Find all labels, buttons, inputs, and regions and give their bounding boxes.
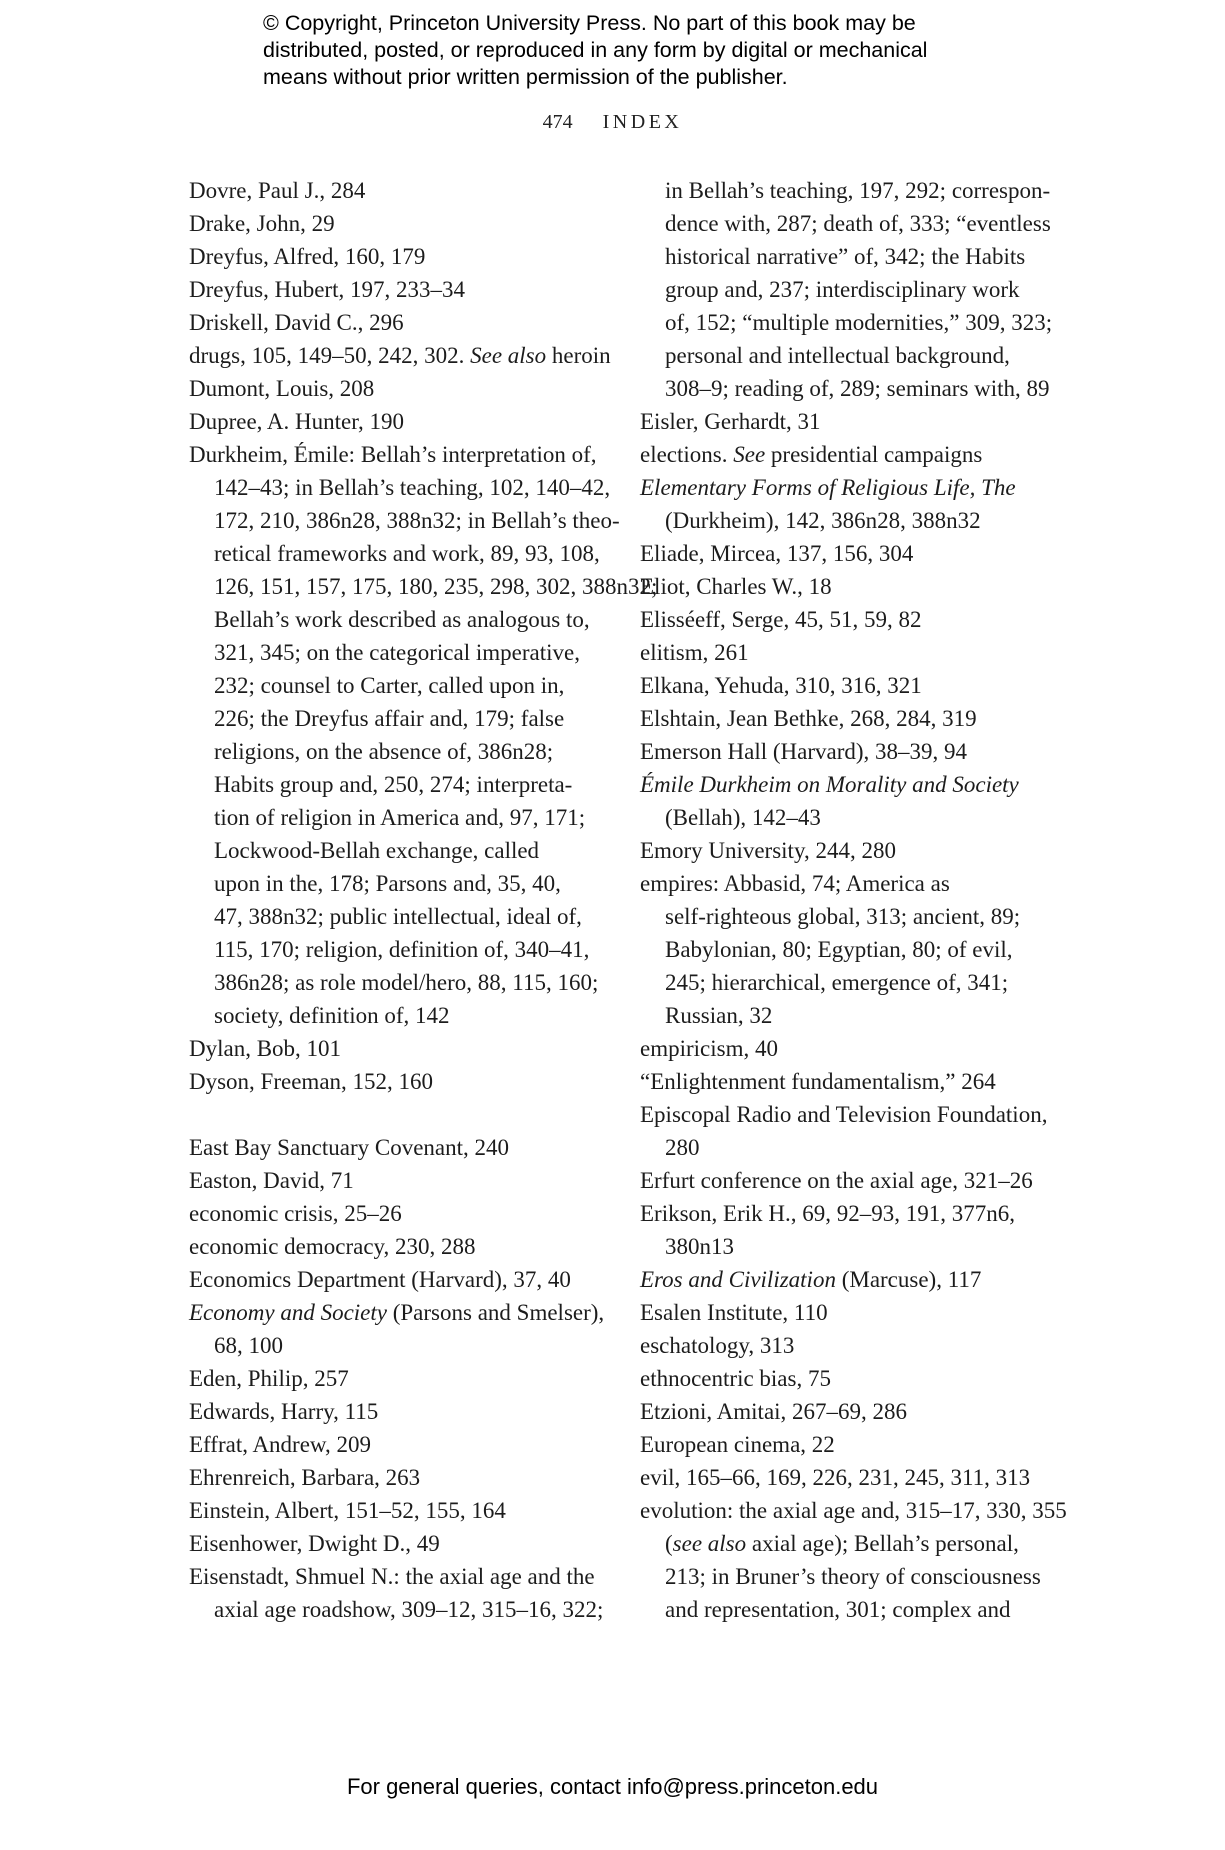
index-column-right: [640, 174, 1067, 1626]
index-entry-continuation: [189, 999, 609, 1032]
index-entry: [640, 1428, 1060, 1461]
index-entry-continuation: [640, 900, 1060, 933]
index-entry: [189, 405, 609, 438]
index-entry: [640, 1494, 1067, 1527]
entry-text: (Durkheim), 142, 386n28, 388n32: [665, 508, 981, 533]
entry-text: Babylonian, 80; Egyptian, 80; of evil,: [665, 937, 1013, 962]
index-entry-continuation: [640, 240, 1060, 273]
index-entry-continuation: [640, 174, 1060, 207]
entry-text: elitism, 261: [640, 640, 749, 665]
entry-text: dence with, 287; death of, 333; “eventless: [665, 211, 1051, 236]
entry-text: Effrat, Andrew, 209: [189, 1432, 372, 1457]
entry-italic-text: see also: [672, 1531, 747, 1556]
entry-text: 245; hierarchical, emergence of, 341;: [665, 970, 1009, 995]
entry-text: Elisséeff, Serge, 45, 51, 59, 82: [640, 607, 922, 632]
index-entry-continuation: [640, 801, 1060, 834]
entry-italic-text: See also: [470, 343, 547, 368]
page-number: 474: [542, 111, 573, 133]
index-entry: [640, 867, 1060, 900]
index-entry: [640, 1164, 1060, 1197]
index-entry-continuation: [640, 1131, 1060, 1164]
index-entry: [640, 1197, 1060, 1230]
entry-text: 213; in Bruner’s theory of consciousness: [665, 1564, 1041, 1589]
index-entry-continuation: [640, 339, 1060, 372]
index-entry: [640, 1065, 1060, 1098]
entry-text: evil, 165–66, 169, 226, 231, 245, 311, 313: [640, 1465, 1031, 1490]
index-entry: [189, 1494, 609, 1527]
entry-text: 232; counsel to Carter, called upon in,: [214, 673, 565, 698]
index-entry: [189, 438, 609, 471]
entry-text: 142–43; in Bellah’s teaching, 102, 140–42,: [214, 475, 611, 500]
index-entry: [189, 1032, 609, 1065]
index-entry-continuation: [189, 834, 609, 867]
entry-text: Lockwood-Bellah exchange, called: [214, 838, 540, 863]
index-entry: [189, 1197, 609, 1230]
entry-text: upon in the, 178; Parsons and, 35, 40,: [214, 871, 561, 896]
index-entry-continuation: [189, 768, 609, 801]
index-entry-continuation: [189, 867, 609, 900]
index-entry: [189, 339, 609, 372]
entry-text: Dumont, Louis, 208: [189, 376, 375, 401]
entry-text: Dreyfus, Alfred, 160, 179: [189, 244, 426, 269]
entry-text-after: (Marcuse), 117: [835, 1267, 982, 1292]
running-head: [0, 111, 1225, 134]
index-entry: [640, 1461, 1060, 1494]
index-entry: [640, 537, 1060, 570]
entry-text: Dreyfus, Hubert, 197, 233–34: [189, 277, 465, 302]
copyright-line: means without prior written permission of the publisher.: [263, 65, 788, 89]
entry-text: axial age roadshow, 309–12, 315–16, 322;: [214, 1597, 604, 1622]
entry-text: European cinema, 22: [640, 1432, 835, 1457]
index-entry-continuation: [640, 504, 1060, 537]
entry-text: eschatology, 313: [640, 1333, 795, 1358]
entry-text: Elkana, Yehuda, 310, 316, 321: [640, 673, 922, 698]
entry-text: Erfurt conference on the axial age, 321–26: [640, 1168, 1033, 1193]
entry-text: Ehrenreich, Barbara, 263: [189, 1465, 421, 1490]
entry-text: Dovre, Paul J., 284: [189, 178, 366, 203]
entry-text-after: axial age); Bellah’s personal,: [746, 1531, 1019, 1556]
index-entry: [640, 636, 1060, 669]
index-entry: [189, 273, 609, 306]
index-entry: [189, 1362, 609, 1395]
entry-text: East Bay Sanctuary Covenant, 240: [189, 1135, 510, 1160]
index-entry-continuation: [640, 306, 1060, 339]
index-entry: [189, 1164, 609, 1197]
index-entry: [640, 1263, 1060, 1296]
index-entry: [640, 834, 1060, 867]
entry-text-after: (Parsons and Smelser),: [386, 1300, 605, 1325]
entry-text: “Enlightenment fundamentalism,” 264: [640, 1069, 996, 1094]
entry-text: Eisler, Gerhardt, 31: [640, 409, 821, 434]
entry-text: Habits group and, 250, 274; interpreta-: [214, 772, 573, 797]
index-entry: [640, 603, 1060, 636]
entry-text: Emerson Hall (Harvard), 38–39, 94: [640, 739, 968, 764]
index-entry-continuation: [189, 636, 609, 669]
index-entry: [640, 768, 1060, 801]
entry-text: economic crisis, 25–26: [189, 1201, 402, 1226]
entry-text: (Bellah), 142–43: [665, 805, 821, 830]
entry-text: retical frameworks and work, 89, 93, 108,: [214, 541, 600, 566]
entry-italic-text: Economy and Society: [189, 1300, 387, 1325]
index-entry-continuation: [640, 1527, 1060, 1560]
index-entry: [189, 1560, 609, 1593]
index-entry-continuation: [189, 702, 609, 735]
index-entry-continuation: [189, 603, 609, 636]
index-entry-continuation: [640, 1560, 1060, 1593]
entry-italic-text: See: [733, 442, 766, 467]
entry-italic-text: Eros and Civilization: [640, 1267, 836, 1292]
index-entry: [640, 669, 1060, 702]
index-entry-continuation: [189, 801, 609, 834]
index-entry-continuation: [189, 669, 609, 702]
copyright-line: distributed, posted, or reproduced in any form by digital or mechanical: [263, 38, 928, 62]
entry-text: 115, 170; religion, definition of, 340–41,: [214, 937, 590, 962]
entry-text: group and, 237; interdisciplinary work: [665, 277, 1020, 302]
copyright-notice: [263, 10, 1023, 91]
entry-text: Erikson, Erik H., 69, 92–93, 191, 377n6,: [640, 1201, 1016, 1226]
running-head-title: INDEX: [602, 111, 683, 133]
entry-text: Eden, Philip, 257: [189, 1366, 349, 1391]
entry-text: Elshtain, Jean Bethke, 268, 284, 319: [640, 706, 977, 731]
copyright-line: © Copyright, Princeton University Press. No part of this book may be: [263, 11, 916, 35]
index-entry-continuation: [640, 273, 1060, 306]
index-entry: [189, 1230, 609, 1263]
entry-text: drugs, 105, 149–50, 242, 302.: [189, 343, 471, 368]
entry-text: tion of religion in America and, 97, 171;: [214, 805, 586, 830]
entry-text: personal and intellectual background,: [665, 343, 1010, 368]
index-entry-continuation: [189, 900, 609, 933]
index-entry: [189, 1065, 609, 1098]
entry-text: Eliot, Charles W., 18: [640, 574, 832, 599]
entry-text: Emory University, 244, 280: [640, 838, 896, 863]
index-entry-continuation: [640, 372, 1060, 405]
entry-text: Einstein, Albert, 151–52, 155, 164: [189, 1498, 506, 1523]
entry-text-after: presidential campaigns: [765, 442, 983, 467]
index-entry: [640, 570, 1060, 603]
index-entry-continuation: [640, 1230, 1060, 1263]
index-entry-continuation: [640, 207, 1060, 240]
section-gap: [189, 1098, 609, 1131]
entry-text-after: heroin: [546, 343, 611, 368]
index-entry: [640, 702, 1060, 735]
entry-text: Eisenhower, Dwight D., 49: [189, 1531, 440, 1556]
index-entry-continuation: [189, 504, 620, 537]
index-entry-continuation: [189, 537, 609, 570]
entry-text: 47, 388n32; public intellectual, ideal of,: [214, 904, 582, 929]
entry-text: Russian, 32: [665, 1003, 773, 1028]
entry-text: Eliade, Mircea, 137, 156, 304: [640, 541, 914, 566]
index-entry: [189, 207, 609, 240]
entry-text: Dylan, Bob, 101: [189, 1036, 342, 1061]
index-entry: [189, 174, 609, 207]
entry-text: 386n28; as role model/hero, 88, 115, 160;: [214, 970, 599, 995]
index-entry: [189, 1428, 609, 1461]
index-entry-continuation: [189, 570, 658, 603]
entry-text: 68, 100: [214, 1333, 283, 1358]
index-entry: [189, 1527, 609, 1560]
entry-text: Durkheim, Émile: Bellah’s interpretation of,: [189, 442, 597, 467]
index-entry: [640, 405, 1060, 438]
index-entry: [640, 438, 1060, 471]
entry-text: economic democracy, 230, 288: [189, 1234, 476, 1259]
entry-text: society, definition of, 142: [214, 1003, 450, 1028]
entry-text: Easton, David, 71: [189, 1168, 354, 1193]
entry-text: Bellah’s work described as analogous to,: [214, 607, 590, 632]
index-entry-continuation: [189, 1593, 609, 1626]
index-entry-continuation: [640, 999, 1060, 1032]
entry-italic-text: Elementary Forms of Religious Life, The: [640, 475, 1016, 500]
index-entry: [640, 1032, 1060, 1065]
entry-text: historical narrative” of, 342; the Habits: [665, 244, 1026, 269]
entry-text: empiricism, 40: [640, 1036, 778, 1061]
entry-text: elections.: [640, 442, 734, 467]
entry-text: Dyson, Freeman, 152, 160: [189, 1069, 434, 1094]
entry-text: Esalen Institute, 110: [640, 1300, 828, 1325]
index-entry: [640, 1329, 1060, 1362]
index-entry-continuation: [640, 933, 1060, 966]
entry-text: Drake, John, 29: [189, 211, 335, 236]
index-entry: [189, 1395, 609, 1428]
index-column-left: [189, 174, 658, 1626]
index-entry: [640, 1098, 1060, 1131]
index-entry: [189, 372, 609, 405]
index-entry: [640, 1296, 1060, 1329]
entry-text: 126, 151, 157, 175, 180, 235, 298, 302, 388n32;: [214, 574, 658, 599]
index-entry: [189, 1296, 609, 1329]
footer-contact: For general queries, contact info@press.princeton.edu: [346, 1774, 879, 1799]
entry-text: Driskell, David C., 296: [189, 310, 404, 335]
entry-text: 308–9; reading of, 289; seminars with, 89: [665, 376, 1050, 401]
entry-text: 280: [665, 1135, 700, 1160]
entry-text: self-righteous global, 313; ancient, 89;: [665, 904, 1021, 929]
entry-text: empires: Abbasid, 74; America as: [640, 871, 950, 896]
entry-text: Episcopal Radio and Television Foundation,: [640, 1102, 1048, 1127]
index-entry-continuation: [189, 735, 609, 768]
entry-text: 226; the Dreyfus affair and, 179; false: [214, 706, 565, 731]
index-entry: [189, 240, 609, 273]
index-entry-continuation: [189, 471, 609, 504]
index-entry-continuation: [189, 933, 609, 966]
index-entry-continuation: [189, 966, 609, 999]
index-entry: [640, 471, 1060, 504]
entry-text: Eisenstadt, Shmuel N.: the axial age and the: [189, 1564, 595, 1589]
index-entry: [640, 735, 1060, 768]
entry-text: religions, on the absence of, 386n28;: [214, 739, 554, 764]
index-entry: [189, 1461, 609, 1494]
index-entry: [640, 1362, 1060, 1395]
entry-text: 172, 210, 386n28, 388n32; in Bellah’s theo-: [214, 508, 620, 533]
entry-italic-text: Émile Durkheim on Morality and Society: [640, 772, 1019, 797]
index-entry: [640, 1395, 1060, 1428]
entry-text: Edwards, Harry, 115: [189, 1399, 379, 1424]
entry-text: Economics Department (Harvard), 37, 40: [189, 1267, 571, 1292]
entry-text: 380n13: [665, 1234, 734, 1259]
entry-text: 321, 345; on the categorical imperative,: [214, 640, 580, 665]
entry-text: and representation, 301; complex and: [665, 1597, 1011, 1622]
entry-text: evolution: the axial age and, 315–17, 330, 355: [640, 1498, 1067, 1523]
entry-text: in Bellah’s teaching, 197, 292; correspon-: [665, 178, 1051, 203]
index-entry: [189, 1131, 609, 1164]
entry-text: of, 152; “multiple modernities,” 309, 323;: [665, 310, 1053, 335]
index-entry-continuation: [189, 1329, 609, 1362]
index-entry: [189, 306, 609, 339]
entry-text: ethnocentric bias, 75: [640, 1366, 831, 1391]
index-entry-continuation: [640, 1593, 1060, 1626]
entry-text: Dupree, A. Hunter, 190: [189, 409, 404, 434]
entry-text: (: [665, 1531, 673, 1556]
entry-text: Etzioni, Amitai, 267–69, 286: [640, 1399, 908, 1424]
index-entry-continuation: [640, 966, 1060, 999]
index-entry: [189, 1263, 609, 1296]
